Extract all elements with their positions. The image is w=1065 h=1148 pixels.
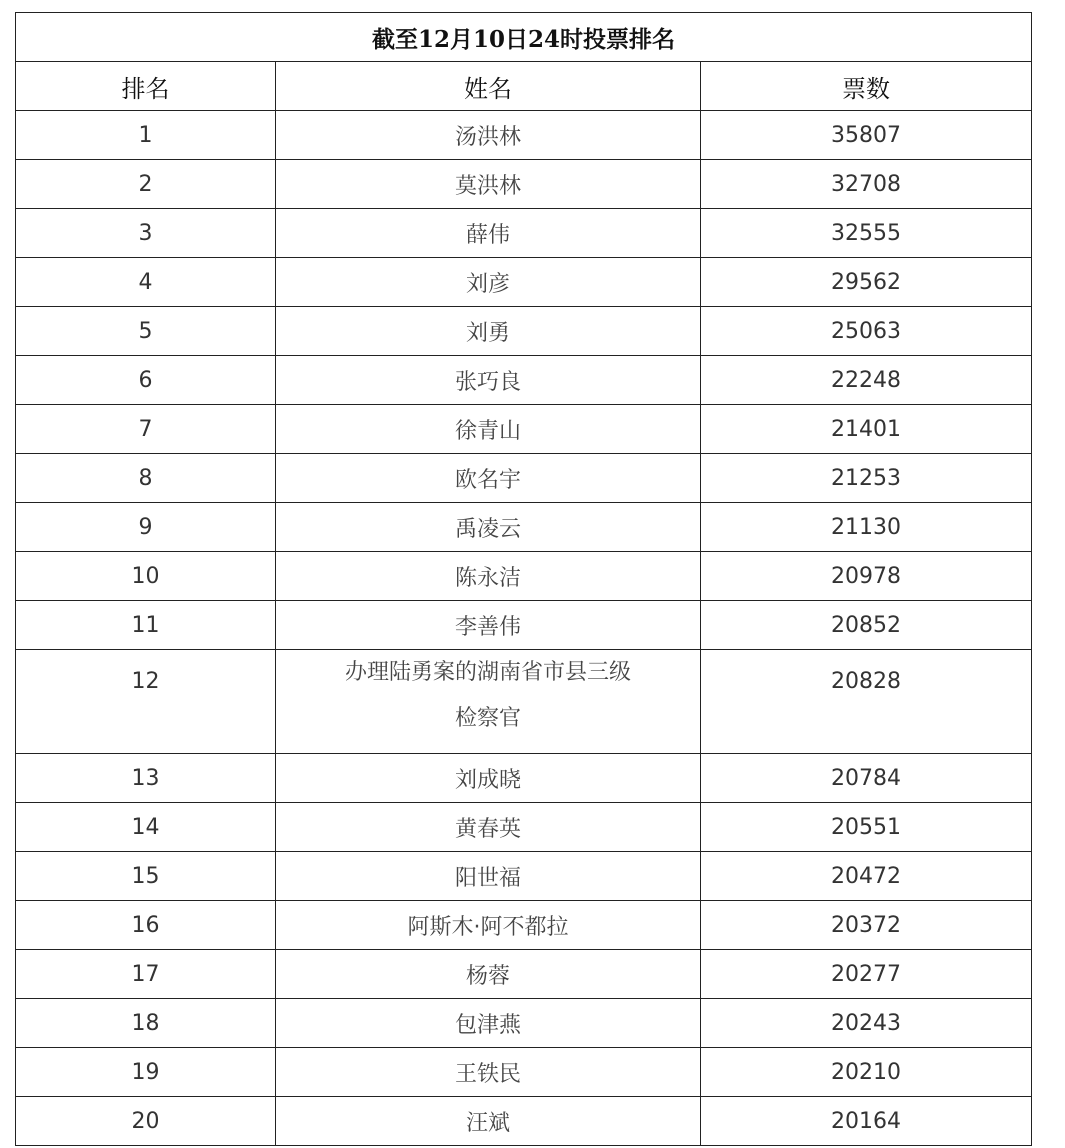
votes-cell: 20164 <box>701 1097 1032 1146</box>
rank-cell: 9 <box>16 503 276 552</box>
rank-cell: 5 <box>16 307 276 356</box>
table-row <box>16 901 1032 950</box>
table-row <box>16 454 1032 503</box>
votes-cell: 20472 <box>701 852 1032 901</box>
name-cell: 刘成晓 <box>276 754 701 803</box>
name-cell: 黄春英 <box>276 803 701 852</box>
name-cell: 莫洪林 <box>276 160 701 209</box>
table-row <box>16 160 1032 209</box>
name-cell: 徐青山 <box>276 405 701 454</box>
table-row <box>16 950 1032 999</box>
name-line: 检察官 <box>454 706 521 731</box>
name-cell: 刘彦 <box>276 258 701 307</box>
name-cell: 王铁民 <box>276 1048 701 1097</box>
votes-cell: 20210 <box>701 1048 1032 1097</box>
rank-cell: 8 <box>16 454 276 503</box>
rank-cell: 3 <box>16 209 276 258</box>
rank-cell: 19 <box>16 1048 276 1097</box>
table-row <box>16 803 1032 852</box>
rank-cell: 13 <box>16 754 276 803</box>
table-title-row <box>16 13 1032 62</box>
votes-cell: 22248 <box>701 356 1032 405</box>
name-cell: 汪斌 <box>276 1097 701 1146</box>
header-votes: 票数 <box>701 62 1032 111</box>
rank-cell: 1 <box>16 111 276 160</box>
name-cell: 包津燕 <box>276 999 701 1048</box>
table-row <box>16 356 1032 405</box>
votes-cell: 20243 <box>701 999 1032 1048</box>
votes-cell: 21253 <box>701 454 1032 503</box>
votes-cell: 32555 <box>701 209 1032 258</box>
name-cell: 欧名宇 <box>276 454 701 503</box>
votes-cell: 20828 <box>701 650 1032 754</box>
name-cell: 汤洪林 <box>276 111 701 160</box>
table-row <box>16 503 1032 552</box>
table-row <box>16 209 1032 258</box>
name-cell: 禹凌云 <box>276 503 701 552</box>
rank-cell: 15 <box>16 852 276 901</box>
rank-cell: 10 <box>16 552 276 601</box>
table-row <box>16 999 1032 1048</box>
votes-cell: 20372 <box>701 901 1032 950</box>
name-cell: 张巧良 <box>276 356 701 405</box>
name-cell: 陈永洁 <box>276 552 701 601</box>
votes-cell: 20852 <box>701 601 1032 650</box>
votes-cell: 32708 <box>701 160 1032 209</box>
votes-cell: 35807 <box>701 111 1032 160</box>
rank-cell: 20 <box>16 1097 276 1146</box>
name-cell <box>276 650 701 754</box>
name-line: 办理陆勇案的湖南省市县三级 <box>344 660 631 685</box>
votes-cell: 21130 <box>701 503 1032 552</box>
table-row <box>16 1097 1032 1146</box>
name-cell: 阿斯木·阿不都拉 <box>276 901 701 950</box>
rank-cell: 6 <box>16 356 276 405</box>
votes-cell: 20784 <box>701 754 1032 803</box>
table-row <box>16 601 1032 650</box>
header-name: 姓名 <box>276 62 701 111</box>
votes-cell: 20277 <box>701 950 1032 999</box>
rank-cell: 14 <box>16 803 276 852</box>
rank-cell: 2 <box>16 160 276 209</box>
table-row <box>16 852 1032 901</box>
table-row <box>16 552 1032 601</box>
table-row <box>16 754 1032 803</box>
table-row <box>16 405 1032 454</box>
rank-cell: 4 <box>16 258 276 307</box>
table-row <box>16 258 1032 307</box>
name-cell: 阳世福 <box>276 852 701 901</box>
votes-cell: 25063 <box>701 307 1032 356</box>
rank-cell: 16 <box>16 901 276 950</box>
table-row <box>16 111 1032 160</box>
name-cell: 李善伟 <box>276 601 701 650</box>
table-header-row <box>16 62 1032 111</box>
vote-ranking-table <box>15 12 1032 1146</box>
table-row <box>16 1048 1032 1097</box>
table-row <box>16 650 1032 754</box>
table-row <box>16 307 1032 356</box>
rank-cell: 17 <box>16 950 276 999</box>
name-cell: 杨蓉 <box>276 950 701 999</box>
name-cell: 刘勇 <box>276 307 701 356</box>
votes-cell: 21401 <box>701 405 1032 454</box>
table-title: 截至12月10日24时投票排名 <box>16 13 1032 62</box>
name-cell: 薛伟 <box>276 209 701 258</box>
header-rank: 排名 <box>16 62 276 111</box>
rank-cell: 18 <box>16 999 276 1048</box>
rank-cell: 11 <box>16 601 276 650</box>
votes-cell: 20978 <box>701 552 1032 601</box>
rank-cell: 7 <box>16 405 276 454</box>
votes-cell: 20551 <box>701 803 1032 852</box>
rank-cell: 12 <box>16 650 276 754</box>
votes-cell: 29562 <box>701 258 1032 307</box>
